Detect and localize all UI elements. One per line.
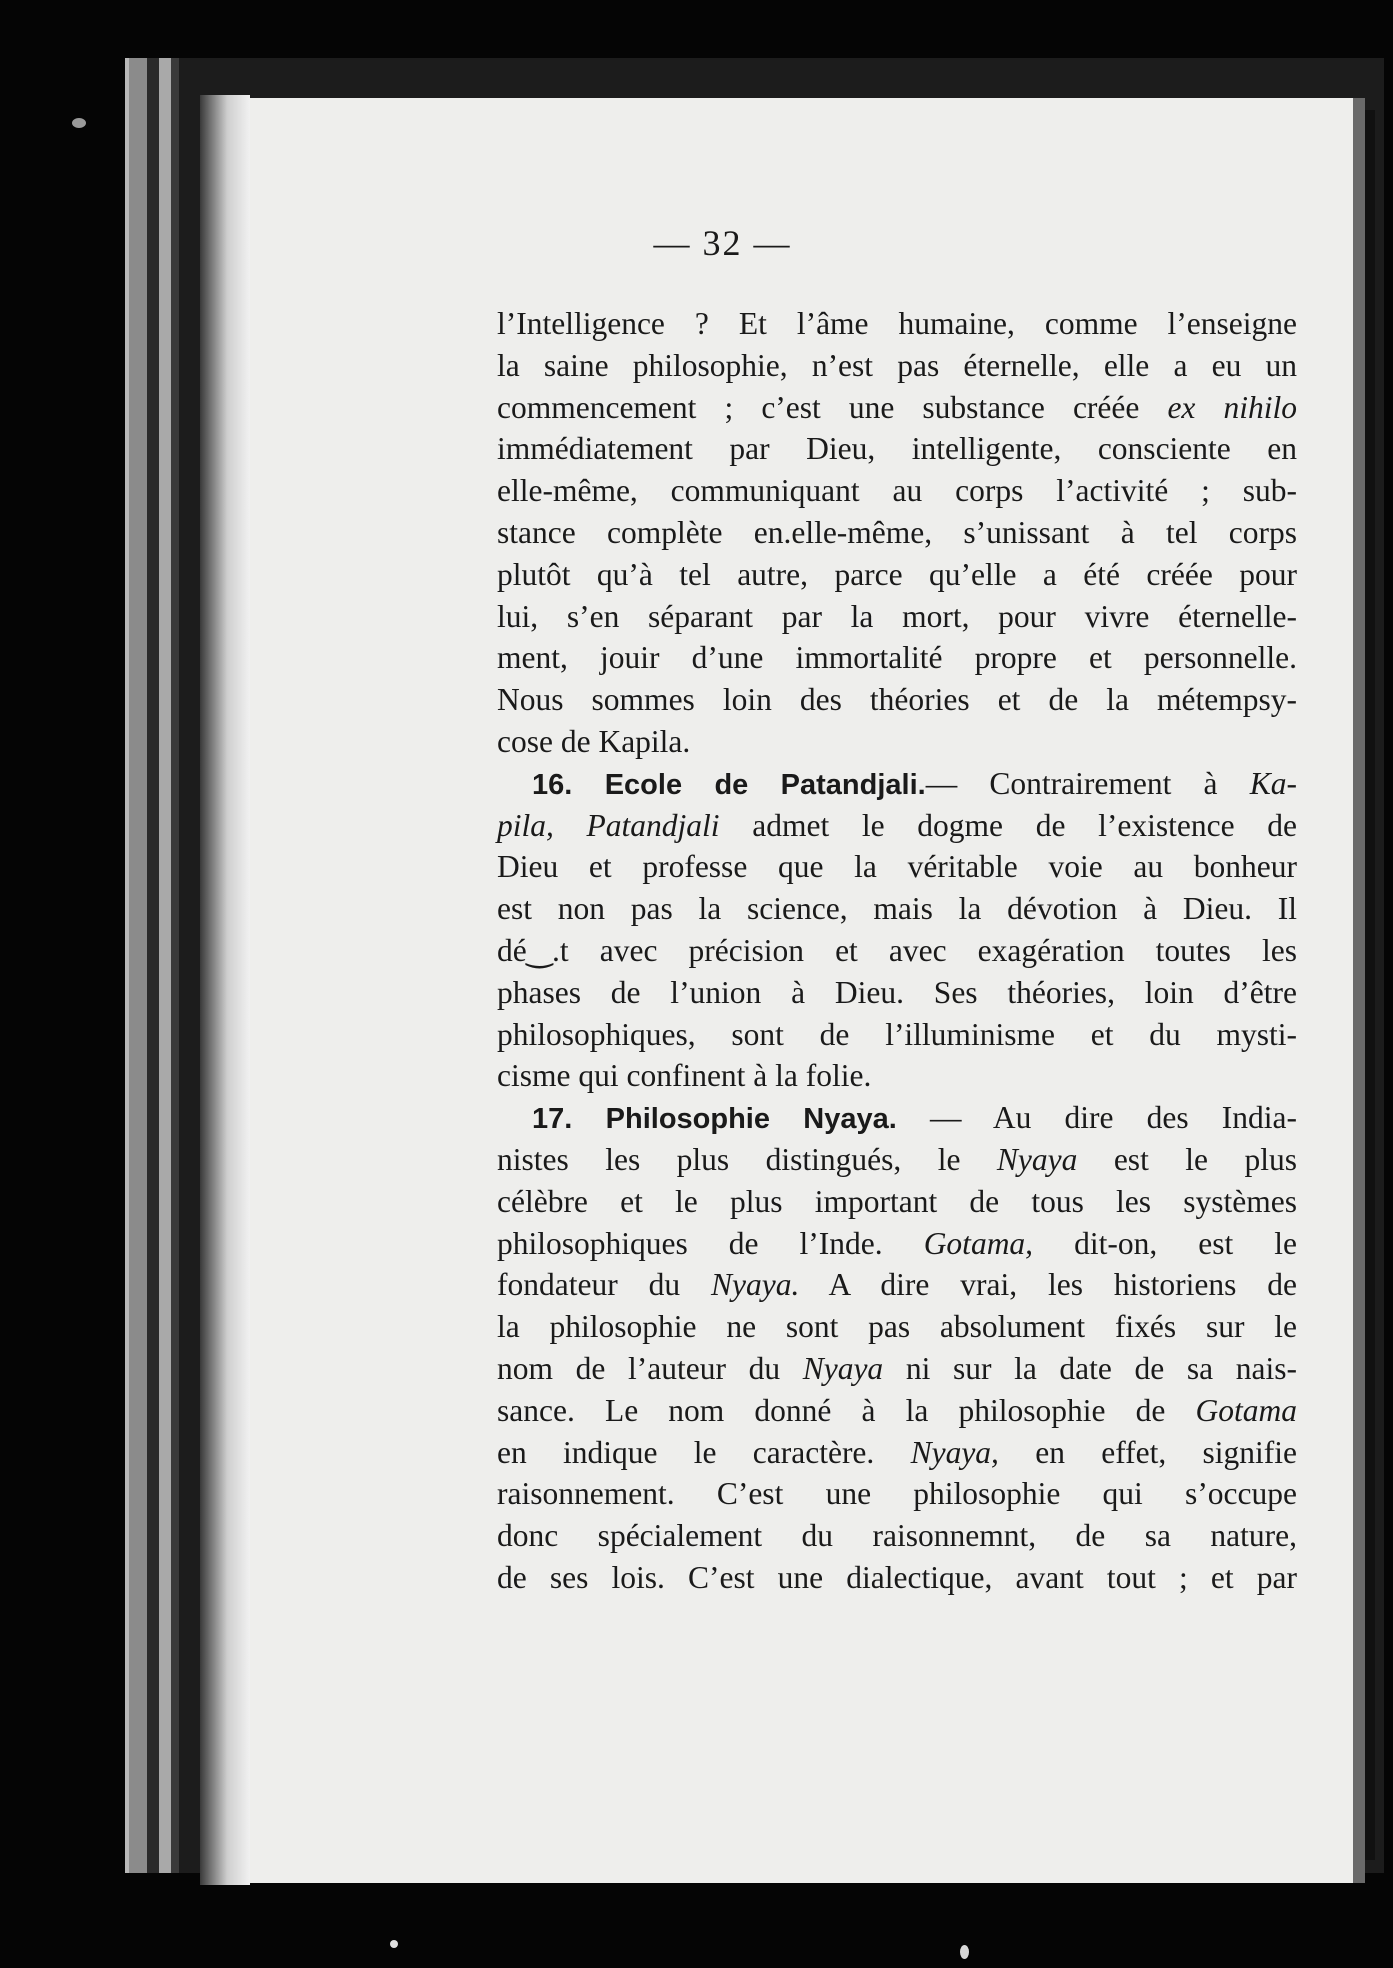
- text-segment: en effet, signifie: [998, 1434, 1297, 1470]
- italic-term: Nyaya.: [710, 1267, 800, 1303]
- text-segment: donc spécialement du raisonnemnt, de sa nature,: [497, 1518, 1297, 1554]
- text-segment: — Contrairement à: [925, 765, 1250, 801]
- text-line: [497, 1014, 1297, 1056]
- text-segment: nom de l’auteur du: [497, 1350, 803, 1386]
- text-segment: nistes les plus distingués, le: [497, 1141, 997, 1177]
- text-line: [497, 1223, 1297, 1265]
- text-line: [497, 846, 1297, 888]
- text-line: [497, 1181, 1297, 1223]
- text-line: [497, 303, 1297, 345]
- text-segment: Dieu et professe que la véritable voie au bonheur: [497, 849, 1297, 885]
- text-line: [497, 763, 1297, 805]
- text-segment: philosophiques de l’Inde.: [497, 1225, 924, 1261]
- page-number: — 32 —: [653, 223, 792, 263]
- text-segment: elle-même, communiquant au corps l’activité ; sub-: [497, 473, 1297, 509]
- text-segment: la philosophie ne sont pas absolument fixés sur le: [497, 1309, 1297, 1345]
- text-line: [497, 1473, 1297, 1515]
- text-segment: admet le dogme de l’existence de: [719, 807, 1297, 843]
- italic-term: pila, Patandjali: [497, 807, 720, 843]
- text-segment: plutôt qu’à tel autre, parce qu’elle a été créée pour: [497, 556, 1297, 592]
- text-segment: ment, jouir d’une immortalité propre et personnelle.: [497, 640, 1297, 676]
- text-segment: commencement ; c’est une substance créée: [497, 389, 1168, 425]
- text-segment: dit-on, est le: [1033, 1225, 1298, 1261]
- dust-speck: [390, 1940, 398, 1948]
- italic-term: Ka-: [1249, 765, 1297, 801]
- text-segment: raisonnement. C’est une philosophie qui s’occupe: [497, 1476, 1297, 1512]
- text-line: [497, 721, 1297, 763]
- text-line: [497, 1055, 1297, 1097]
- text-line: [497, 805, 1297, 847]
- text-segment: est non pas la science, mais la dévotion à Dieu. Il: [497, 891, 1297, 927]
- text-line: [497, 679, 1297, 721]
- text-segment: en indique le caractère.: [497, 1434, 911, 1470]
- text-line: [497, 1390, 1297, 1432]
- text-line: [497, 345, 1297, 387]
- text-segment: philosophiques, sont de l’illuminisme et du mysti-: [497, 1016, 1297, 1052]
- text-line: [497, 1139, 1297, 1181]
- text-segment: cose de Kapila.: [497, 723, 691, 759]
- text-segment: A dire vrai, les historiens de: [799, 1267, 1297, 1303]
- text-segment: dé‿.t avec précision et avec exagération toutes les: [497, 932, 1297, 968]
- text-line: [497, 1432, 1297, 1474]
- text-segment: ni sur la date de sa nais-: [883, 1350, 1297, 1386]
- text-segment: Nous sommes loin des théories et de la métempsy-: [497, 682, 1297, 718]
- section-heading: 16. Ecole de Patandjali.: [532, 768, 926, 801]
- italic-term: Nyaya: [996, 1141, 1078, 1177]
- text-segment: — Au dire des India-: [896, 1100, 1297, 1136]
- dust-speck: [72, 118, 86, 128]
- section-heading: 17. Philosophie Nyaya.: [532, 1103, 897, 1136]
- text-line: [497, 428, 1297, 470]
- page-gutter: [200, 95, 250, 1885]
- text-segment: célèbre et le plus important de tous les systèmes: [497, 1183, 1297, 1219]
- body-text: [497, 303, 1297, 1599]
- text-line: [497, 1097, 1297, 1139]
- text-line: [497, 554, 1297, 596]
- italic-term: ex nihilo: [1167, 389, 1297, 425]
- text-line: [497, 972, 1297, 1014]
- text-segment: immédiatement par Dieu, intelligente, consciente en: [497, 431, 1297, 467]
- text-segment: sance. Le nom donné à la philosophie de: [497, 1392, 1196, 1428]
- text-line: [497, 1515, 1297, 1557]
- text-line: [497, 1306, 1297, 1348]
- italic-term: Gotama,: [923, 1225, 1034, 1261]
- text-segment: de ses lois. C’est une dialectique, avant tout ; et par: [497, 1559, 1297, 1595]
- text-line: [497, 512, 1297, 554]
- text-segment: l’Intelligence ? Et l’âme humaine, comme l’enseigne: [497, 306, 1297, 341]
- text-line: [497, 637, 1297, 679]
- text-segment: stance complète en.elle-même, s’unissant à tel corps: [497, 514, 1297, 550]
- text-segment: cisme qui confinent à la folie.: [497, 1058, 872, 1094]
- text-line: [497, 888, 1297, 930]
- text-line: [497, 596, 1297, 638]
- text-line: [497, 1557, 1297, 1599]
- text-line: [497, 930, 1297, 972]
- text-segment: la saine philosophie, n’est pas éternelle, elle a eu un: [497, 347, 1297, 383]
- italic-term: Nyaya,: [910, 1434, 999, 1470]
- text-segment: phases de l’union à Dieu. Ses théories, loin d’être: [497, 974, 1297, 1010]
- text-line: [497, 1348, 1297, 1390]
- text-segment: est le plus: [1077, 1141, 1297, 1177]
- italic-term: Gotama: [1195, 1392, 1297, 1428]
- text-segment: fondateur du: [497, 1267, 711, 1303]
- text-line: [497, 1264, 1297, 1306]
- dust-speck: [960, 1945, 969, 1959]
- text-line: [497, 470, 1297, 512]
- italic-term: Nyaya: [802, 1350, 884, 1386]
- text-segment: lui, s’en séparant par la mort, pour vivre éternelle-: [497, 598, 1297, 634]
- text-line: [497, 387, 1297, 429]
